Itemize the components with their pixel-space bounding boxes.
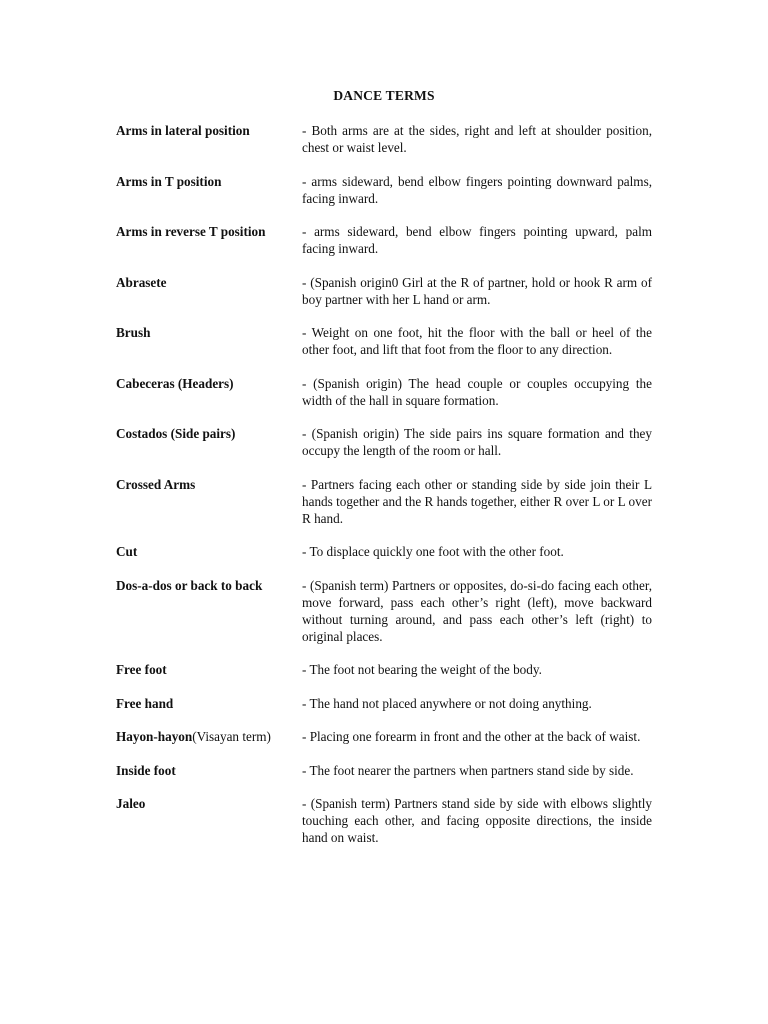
term-name: Dos-a-dos or back to back xyxy=(116,577,263,593)
term-definition: - (Spanish origin) The head couple or couples occupying the width of the hall in square formation. xyxy=(302,375,652,408)
term-definition: - The hand not placed anywhere or not doing anything. xyxy=(302,695,592,711)
term-definition: - To displace quickly one foot with the other foot. xyxy=(302,544,564,559)
term-entry xyxy=(116,425,656,459)
term-definition: - Weight on one foot, hit the floor with the ball or heel of the other foot, and lift that foot from the floor to any direction. xyxy=(302,325,652,357)
term-name: Jaleo xyxy=(116,796,146,811)
term-entry xyxy=(116,324,656,358)
term-note: (Visayan term) xyxy=(192,729,271,744)
term-name: Free foot xyxy=(116,662,167,677)
term-definition: - (Spanish origin) The side pairs ins square formation and they occupy the length of the room or hall. xyxy=(302,426,652,458)
term-name: Arms in lateral position xyxy=(116,123,250,138)
term-name: Cut xyxy=(116,544,138,559)
term-definition: - Both arms are at the sides, right and left at shoulder position, chest or waist level. xyxy=(302,123,652,155)
term-name: Inside foot xyxy=(116,762,176,778)
term-entry xyxy=(116,543,656,560)
term-entry xyxy=(116,122,656,156)
term-definition: - arms sideward, bend elbow fingers pointing downward palms, facing inward. xyxy=(302,173,652,206)
term-entry xyxy=(116,223,656,257)
term-definition: - The foot nearer the partners when partners stand side by side. xyxy=(302,762,634,778)
term-name: Crossed Arms xyxy=(116,476,196,492)
term-entry xyxy=(116,795,656,846)
term-entry xyxy=(116,661,656,678)
term-entry xyxy=(116,173,656,207)
term-entry xyxy=(116,695,656,712)
term-name: Hayon-hayon(Visayan term) xyxy=(116,729,271,744)
term-entry xyxy=(116,577,656,645)
term-name: Brush xyxy=(116,325,151,340)
term-definition: - arms sideward, bend elbow fingers pointing upward, palm facing inward. xyxy=(302,224,652,256)
term-entry xyxy=(116,728,656,745)
term-name: Arms in T position xyxy=(116,173,222,189)
term-definition: - (Spanish term) Partners or opposites, do-si-do facing each other, move forward, pass each other’s right (left), move backward without turning around, and pass each other’s left (right) to original places. xyxy=(302,577,652,644)
term-name: Abrasete xyxy=(116,274,167,290)
term-definition: - (Spanish origin0 Girl at the R of partner, hold or hook R arm of boy partner with her L hand or arm. xyxy=(302,274,652,307)
term-entry xyxy=(116,762,656,779)
term-name: Arms in reverse T position xyxy=(116,224,266,239)
term-entry xyxy=(116,476,656,527)
term-entry xyxy=(116,274,656,308)
term-definition: - Partners facing each other or standing side by side join their L hands together and the R hands together, either R over L or L over R hand. xyxy=(302,476,652,526)
document-title: DANCE TERMS xyxy=(333,88,435,103)
term-list xyxy=(116,122,656,863)
term-definition: - (Spanish term) Partners stand side by side with elbows slightly touching each other, and facing opposite directions, the inside hand on waist. xyxy=(302,796,652,845)
term-definition: - The foot not bearing the weight of the body. xyxy=(302,662,542,677)
term-definition: - Placing one forearm in front and the other at the back of waist. xyxy=(302,729,641,744)
term-entry xyxy=(116,375,656,409)
term-name: Free hand xyxy=(116,695,174,711)
term-name: Cabeceras (Headers) xyxy=(116,375,234,391)
term-name: Costados (Side pairs) xyxy=(116,426,236,441)
